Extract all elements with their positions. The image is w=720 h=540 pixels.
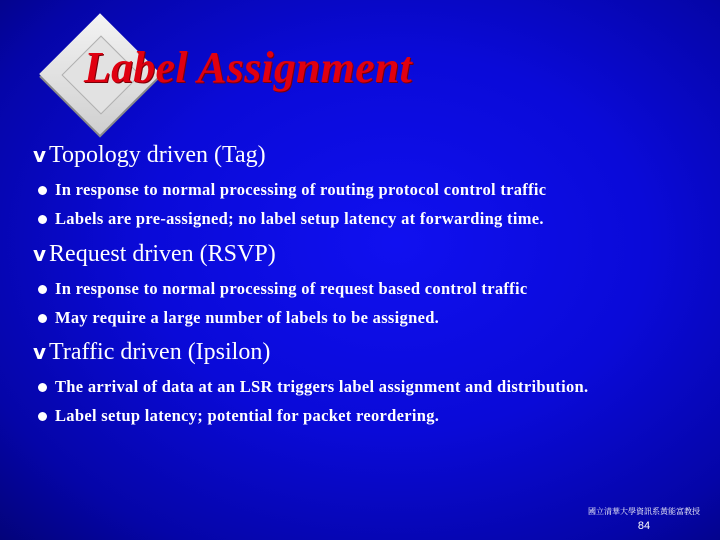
sub-list xyxy=(33,372,713,430)
slide-title: Label Assignment xyxy=(84,43,412,92)
list-item-text: In response to normal processing of routing protocol control traffic xyxy=(55,180,547,199)
page-number: 84 xyxy=(637,520,651,532)
section-heading-text: Traffic driven (Ipsilon) xyxy=(49,339,271,365)
list-item-text: Label setup latency; potential for packet reordering. xyxy=(55,406,440,425)
bullet-dot-icon xyxy=(38,412,47,421)
footer-text: 國立清華大學資訊系黃能富教授 xyxy=(588,507,700,516)
bullet-dot-icon xyxy=(38,383,47,392)
section-heading xyxy=(33,240,713,268)
bullet-dot-icon xyxy=(38,314,47,323)
list-item xyxy=(33,204,713,233)
list-item xyxy=(33,175,713,204)
list-item-text: In response to normal processing of request based control traffic xyxy=(55,279,528,298)
section-topology-driven xyxy=(33,141,713,233)
section-heading-text: Request driven (RSVP) xyxy=(49,241,276,267)
list-item xyxy=(33,274,713,303)
v-bullet-icon: v xyxy=(33,242,47,266)
sub-list xyxy=(33,175,713,233)
list-item xyxy=(33,372,713,401)
list-item-text: Labels are pre-assigned; no label setup latency at forwarding time. xyxy=(55,209,544,228)
footer xyxy=(588,506,700,532)
section-request-driven xyxy=(33,240,713,332)
section-heading xyxy=(33,338,713,366)
section-traffic-driven xyxy=(33,338,713,430)
bullet-dot-icon xyxy=(38,285,47,294)
section-heading-text: Topology driven (Tag) xyxy=(49,142,266,168)
v-bullet-icon: v xyxy=(33,340,47,364)
sub-list xyxy=(33,274,713,332)
section-heading xyxy=(33,141,713,169)
list-item-text: The arrival of data at an LSR triggers label assignment and distribution. xyxy=(55,377,589,396)
bullet-dot-icon xyxy=(38,186,47,195)
list-item-text: May require a large number of labels to be assigned. xyxy=(55,308,440,327)
bullet-dot-icon xyxy=(38,215,47,224)
list-item xyxy=(33,401,713,430)
list-item xyxy=(33,303,713,332)
v-bullet-icon: v xyxy=(33,143,47,167)
